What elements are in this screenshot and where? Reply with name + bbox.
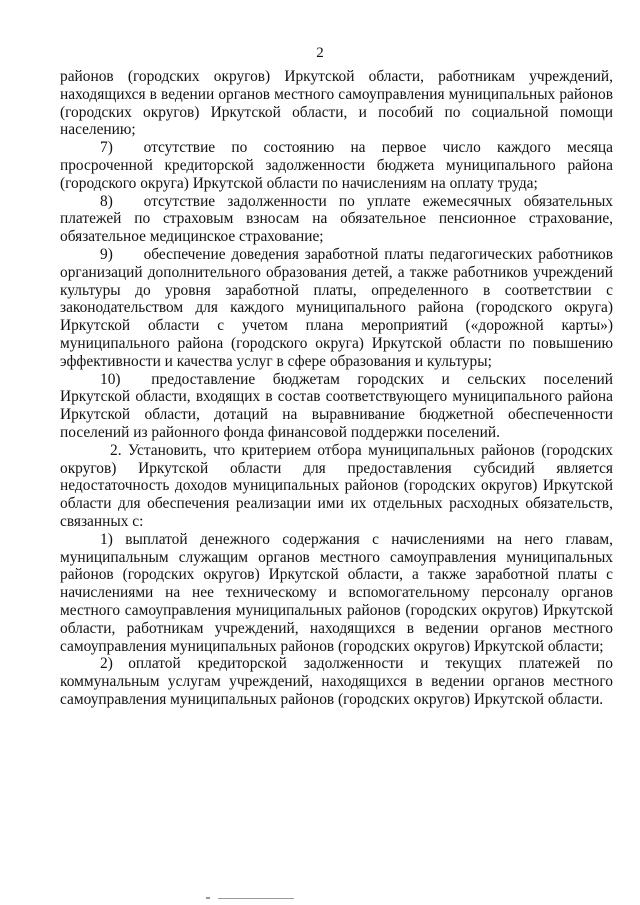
document-body <box>60 68 613 709</box>
paragraph-item-7: 7) отсутствие по состоянию на первое число каждого месяца просроченной кредиторской задолженности бюджета муниципального района (городского округа) Иркутской области по начислениям на оплату труда; <box>60 139 613 192</box>
footer-mark <box>206 897 210 899</box>
paragraph-subitem-2: 2) оплатой кредиторской задолженности и текущих платежей по коммунальным услугам учреждений, находящихся в ведении органов местного самоуправления муниципальных районов (городских округов) Иркутской области. <box>60 655 613 708</box>
paragraph-continuation: районов (городских округов) Иркутской области, работникам учреждений, находящихся в ведении органов местного самоуправления муниципальных районов (городских округов) Иркутской области, и пособий по социальной помощи населению; <box>60 68 613 139</box>
page-number: 2 <box>316 45 324 61</box>
paragraph-item-8: 8) отсутствие задолженности по уплате ежемесячных обязательных платежей по страховым взносам на обязательное пенсионное страхование, обязательное медицинское страхование; <box>60 192 613 246</box>
paragraph-section-2: 2. Установить, что критерием отбора муниципальных районов (городских округов) Иркутской области для предоставления субсидий является недостаточность доходов муниципальных районов (городских округов) Иркутской области для обеспечения реализации ими их отдельных расходных обязательств, связанных с: <box>60 441 613 530</box>
footer-rule <box>218 898 294 899</box>
paragraph-subitem-1: 1) выплатой денежного содержания с начислениями на него главам, муниципальным служащим органов местного самоуправления муниципальных районов (городских округов) Иркутской области, а также заработной платы с начислениями на нее техническому и вспомогательному персоналу органов местного самоуправления муниципальных районов (городских округов) Иркутской области, работникам учреждений, находящихся в ведении органов местного самоуправления муниципальных районов (городских округов) Иркутской области; <box>60 530 613 655</box>
paragraph-item-9: 9) обеспечение доведения заработной платы педагогических работников организаций дополнительного образования детей, а также работников учреждений культуры до уровня заработной платы, определенного в соответствии с законодательством для каждого муниципального района (городского округа) Иркутской области с учетом плана мероприятий («дорожной карты») муниципального района (городского округа) Иркутской области по повышению эффективности и качества услуг в сфере образования и культуры; <box>60 245 613 370</box>
paragraph-item-10: 10) предоставление бюджетам городских и сельских поселений Иркутской области, входящих в состав соответствующего муниципального района Иркутской области, дотаций на выравнивание бюджетной обеспеченности поселений из районного фонда финансовой поддержки поселений. <box>60 370 613 441</box>
